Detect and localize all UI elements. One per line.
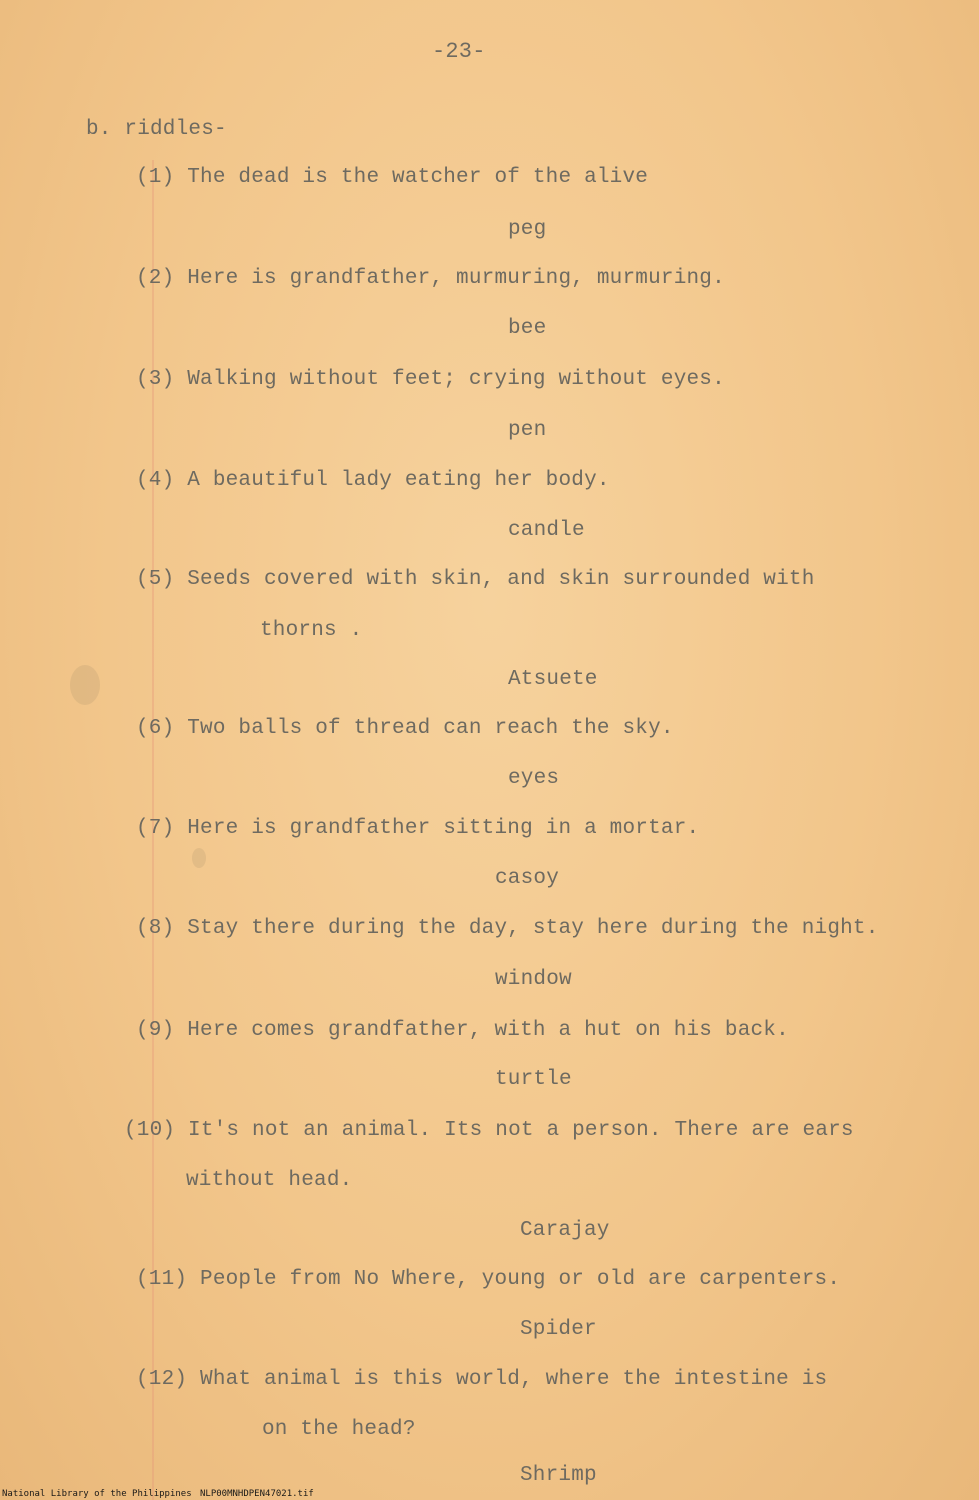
riddle-11-answer: Spider: [520, 1318, 597, 1341]
riddle-number: (6): [136, 717, 175, 740]
riddle-5-continuation: thorns .: [260, 619, 363, 642]
riddle-6-answer: eyes: [508, 767, 560, 790]
riddle-10-answer: Carajay: [520, 1219, 610, 1242]
riddle-6: [136, 717, 674, 741]
riddle-number: (4): [136, 469, 175, 492]
riddle-text: Walking without feet; crying without eyes.: [187, 368, 725, 391]
riddle-2-answer: bee: [508, 317, 547, 340]
riddle-number: (8): [136, 917, 175, 940]
footer-filename: NLP00MNHDPEN47021.tif: [200, 1489, 314, 1499]
riddle-4-answer: candle: [508, 519, 585, 542]
riddle-number: (3): [136, 368, 175, 391]
riddle-text: Two balls of thread can reach the sky.: [187, 717, 674, 740]
riddle-number: (10): [124, 1119, 176, 1142]
section-heading: b. riddles-: [86, 118, 227, 141]
riddle-5: [136, 568, 815, 592]
riddle-7: [136, 817, 699, 841]
riddle-number: (2): [136, 267, 175, 290]
paper-stain: [70, 665, 100, 705]
riddle-text: It's not an animal. Its not a person. There are ears: [188, 1119, 854, 1142]
riddle-text: People from No Where, young or old are carpenters.: [200, 1268, 841, 1291]
riddle-4: [136, 469, 610, 493]
riddle-number: (9): [136, 1019, 175, 1042]
riddle-3-answer: pen: [508, 419, 547, 442]
riddle-text: The dead is the watcher of the alive: [187, 166, 649, 189]
riddle-5-answer: Atsuete: [508, 668, 598, 691]
riddle-1: [136, 166, 648, 190]
riddle-11: [136, 1268, 840, 1292]
riddle-8: [136, 917, 879, 941]
riddle-text: Here comes grandfather, with a hut on his back.: [187, 1019, 789, 1042]
riddle-3: [136, 368, 725, 392]
riddle-9: [136, 1019, 789, 1043]
riddle-12-continuation: on the head?: [262, 1418, 416, 1441]
riddle-number: (11): [136, 1268, 188, 1291]
page-number: -23-: [432, 39, 486, 64]
riddle-10-continuation: without head.: [186, 1169, 353, 1192]
riddle-8-answer: window: [495, 968, 572, 991]
riddle-text: What animal is this world, where the intestine is: [200, 1368, 828, 1391]
riddle-number: (5): [136, 568, 175, 591]
footer-library: National Library of the Philippines: [2, 1489, 192, 1499]
riddle-2: [136, 267, 725, 291]
riddle-text: A beautiful lady eating her body.: [187, 469, 610, 492]
riddle-12-answer: Shrimp: [520, 1464, 597, 1487]
paper-stain: [192, 848, 206, 868]
riddle-text: Here is grandfather sitting in a mortar.: [187, 817, 700, 840]
riddle-12: [136, 1368, 827, 1392]
riddle-text: Seeds covered with skin, and skin surrounded with: [187, 568, 815, 591]
riddle-text: Stay there during the day, stay here during the night.: [187, 917, 879, 940]
riddle-text: Here is grandfather, murmuring, murmuring.: [187, 267, 725, 290]
riddle-1-answer: peg: [508, 218, 547, 241]
riddle-number: (1): [136, 166, 175, 189]
riddle-number: (12): [136, 1368, 188, 1391]
riddle-7-answer: casoy: [495, 867, 560, 890]
riddle-10: [124, 1119, 854, 1143]
riddle-9-answer: turtle: [495, 1068, 572, 1091]
riddle-number: (7): [136, 817, 175, 840]
